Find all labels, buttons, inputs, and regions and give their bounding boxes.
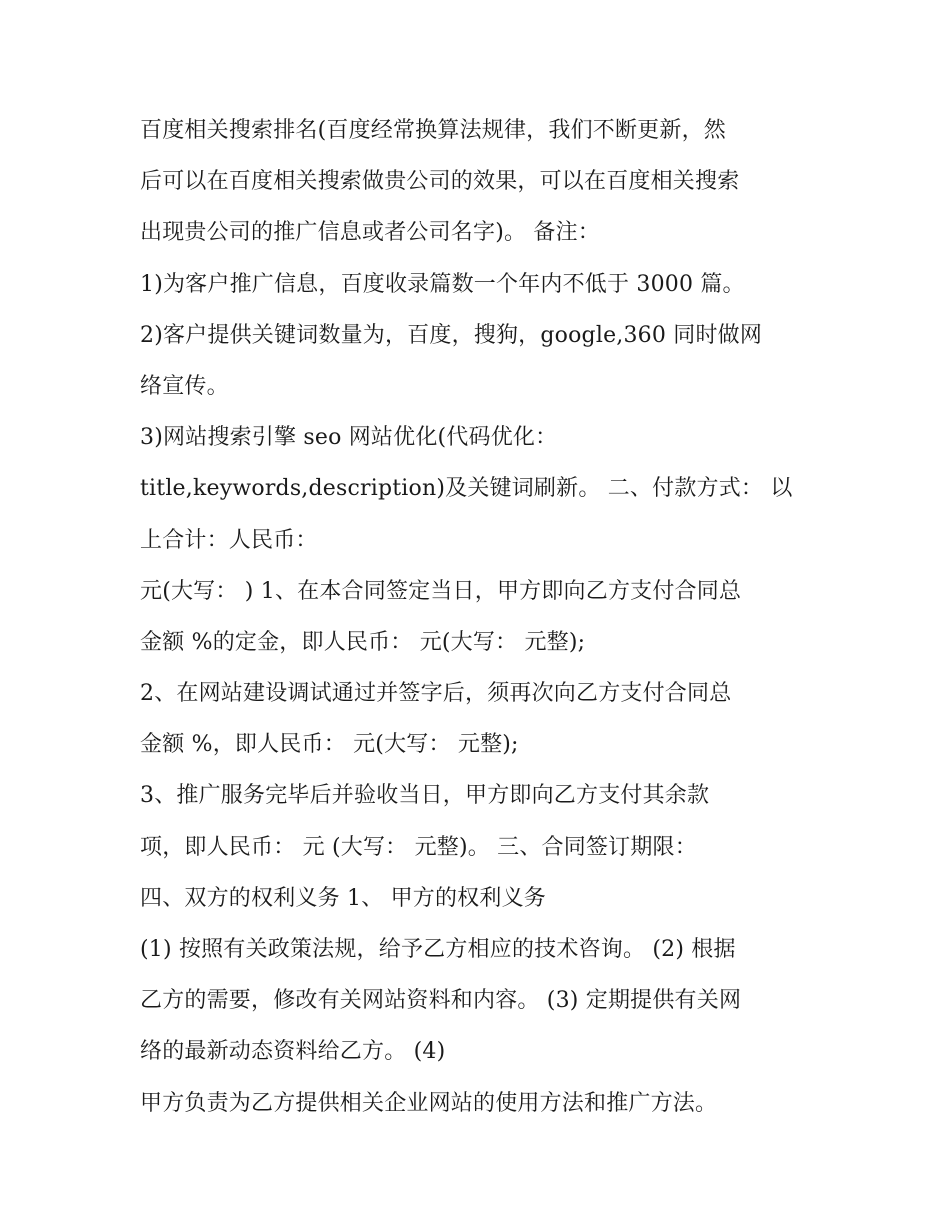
text-line: 后可以在百度相关搜索做贵公司的效果，可以在百度相关搜索 [140, 169, 740, 195]
text-line: 2、在网站建设调试通过并签字后，须再次向乙方支付合同总 [140, 681, 732, 707]
text-line: 元(大写： ) 1、在本合同签定当日，甲方即向乙方支付合同总 [140, 578, 742, 604]
text-line: 2)客户提供关键词数量为，百度，搜狗，google,360 同时做网 [140, 322, 763, 348]
text-line: 四、双方的权利义务 1、 甲方的权利义务 [140, 885, 546, 911]
text-line: 上合计：人民币： [140, 527, 318, 553]
text-line: 甲方负责为乙方提供相关企业网站的使用方法和推广方法。 [140, 1090, 718, 1116]
text-line: 络的最新动态资料给乙方。 (4) [140, 1039, 446, 1065]
text-line: title,keywords,description)及关键词刷新。 二、付款方式： 以 [140, 476, 793, 502]
text-line: 络宣传。 [140, 373, 229, 399]
text-line: 项，即人民币： 元 (大写： 元整)。 三、合同签订期限： [140, 834, 697, 860]
text-line: 3)网站搜索引擎 seo 网站优化(代码优化： [140, 425, 558, 451]
text-line: 3、推广服务完毕后并验收当日，甲方即向乙方支付其余款 [140, 783, 710, 809]
text-line: 出现贵公司的推广信息或者公司名字)。 备注： [140, 220, 600, 246]
text-line: 金额 %的定金，即人民币： 元(大写： 元整); [140, 629, 586, 655]
text-line: 金额 %，即人民币： 元(大写： 元整); [140, 732, 519, 758]
text-line: 百度相关搜索排名(百度经常换算法规律，我们不断更新，然 [140, 118, 726, 143]
document-body [140, 105, 820, 1129]
text-line: 1)为客户推广信息，百度收录篇数一个年内不低于 3000 篇。 [140, 271, 745, 297]
text-line: 乙方的需要，修改有关网站资料和内容。 (3) 定期提供有关网 [140, 988, 742, 1014]
text-line: (1) 按照有关政策法规，给予乙方相应的技术咨询。 (2) 根据 [140, 937, 736, 962]
